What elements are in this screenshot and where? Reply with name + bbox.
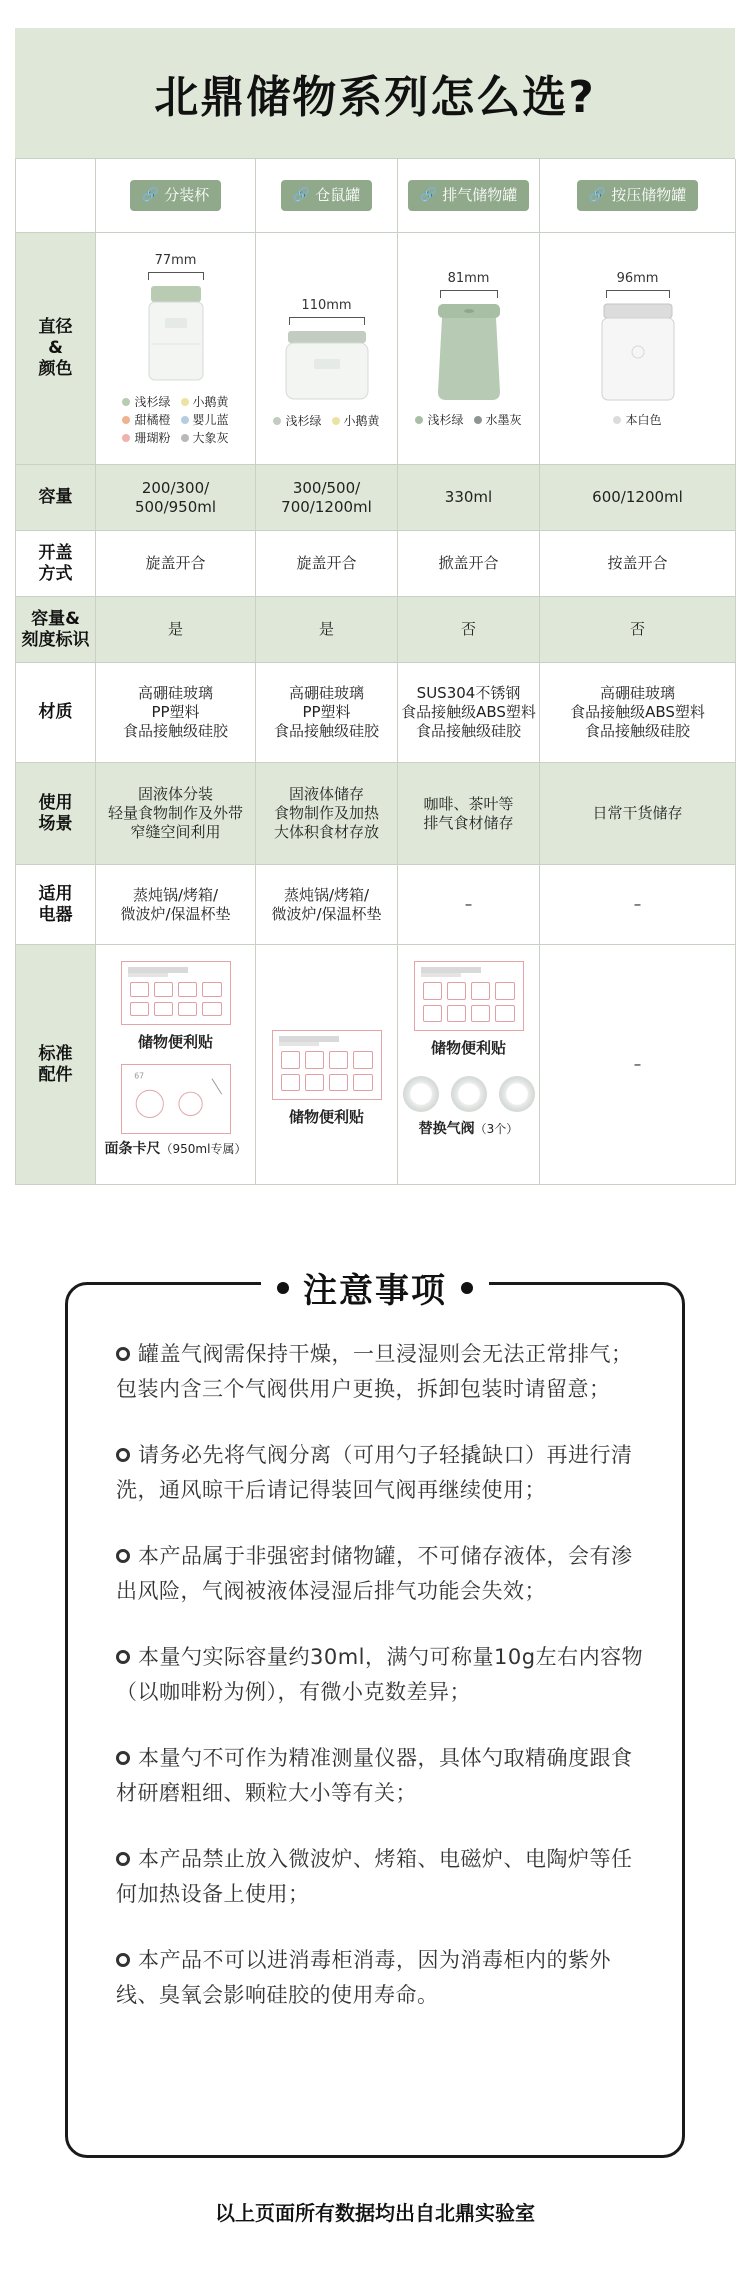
row-label-usage: 使用 场景: [16, 763, 96, 865]
color-dot: [415, 416, 423, 424]
valve-icon: [403, 1076, 439, 1112]
opening-cell: 旋盖开合: [256, 531, 398, 597]
size-label: 96mm: [616, 271, 659, 286]
appliance-cell: –: [540, 865, 736, 945]
link-icon: 🔗: [588, 187, 607, 203]
comparison-table: [15, 158, 735, 1185]
product-name: 排气储物罐: [442, 186, 518, 204]
link-icon: 🔗: [419, 187, 438, 203]
notice-list: [116, 1337, 646, 2044]
row-label-diameter: 直径 & 颜色: [16, 233, 96, 465]
accessory-label: 储物便利贴: [288, 1108, 364, 1126]
product-name: 按压储物罐: [611, 186, 687, 204]
material-cell: SUS304不锈钢 食品接触级ABS塑料 食品接触级硅胶: [398, 663, 540, 763]
usage-cell: 固液体储存 食物制作及加热 大体积食材存放: [256, 763, 398, 865]
notice-item: 本量勺实际容量约30ml，满勺可称量10g左右内容物（以咖啡粉为例），有微小克数差异；: [116, 1645, 644, 1704]
color-dot: [122, 434, 130, 442]
bullet-dot-icon: [461, 1282, 473, 1294]
row-label-capacity: 容量: [16, 465, 96, 531]
material-cell: 高硼硅玻璃 食品接触级ABS塑料 食品接触级硅胶: [540, 663, 736, 763]
title-banner: [15, 28, 735, 158]
sticker-sheet-image: [121, 961, 231, 1025]
color-legend: 本白色: [613, 412, 661, 428]
diameter-cell: [96, 233, 256, 465]
product-pill[interactable]: [408, 180, 529, 211]
accessory-label: 面条卡尺（950ml专属）: [104, 1141, 247, 1157]
color-dot: [181, 434, 189, 442]
product-pill[interactable]: [130, 180, 221, 211]
ring-bullet-icon: [116, 1953, 130, 1967]
diameter-cell: [398, 233, 540, 465]
opening-cell: 掀盖开合: [398, 531, 540, 597]
valve-icon: [499, 1076, 535, 1112]
accessory-label: 储物便利贴: [137, 1033, 213, 1051]
footer-note: 以上页面所有数据均出自北鼎实验室: [215, 2201, 535, 2225]
notice-item: 罐盖气阀需保持干燥，一旦浸湿则会无法正常排气；包装内含三个气阀供用户更换，拆卸包装时请留意；: [116, 1342, 633, 1401]
ring-bullet-icon: [116, 1448, 130, 1462]
color-dot: [332, 417, 340, 425]
bullet-dot-icon: [277, 1282, 289, 1294]
product-header: [96, 159, 256, 233]
color-dot: [613, 416, 621, 424]
row-label-material: 材质: [16, 663, 96, 763]
usage-cell: 日常干货储存: [540, 763, 736, 865]
notice-item: 本量勺不可作为精准测量仪器，具体勺取精确度跟食材研磨粗细、颗粒大小等有关；: [116, 1746, 633, 1805]
diameter-cell: [256, 233, 398, 465]
appliance-cell: –: [398, 865, 540, 945]
row-label-opening: 开盖 方式: [16, 531, 96, 597]
svg-text:67: 67: [133, 1071, 144, 1081]
color-legend: 浅杉绿 小鹅黄 甜橘橙 婴儿蓝 珊瑚粉 大象灰: [122, 394, 228, 446]
size-label: 81mm: [447, 271, 490, 286]
sticker-sheet-image: [414, 961, 524, 1031]
notice-title: [261, 1263, 489, 1312]
ring-bullet-icon: [116, 1650, 130, 1664]
product-pill[interactable]: [281, 180, 372, 211]
jar-image: [432, 269, 506, 402]
link-icon: 🔗: [292, 187, 311, 203]
ring-bullet-icon: [116, 1852, 130, 1866]
product-name: 仓鼠罐: [315, 186, 361, 204]
corner-cell: [16, 159, 96, 233]
accessories-cell: [398, 945, 540, 1185]
product-header: [256, 159, 398, 233]
jar-image: [284, 296, 370, 403]
notice-item: 请务必先将气阀分离（可用勺子轻撬缺口）再进行清洗，通风晾干后请记得装回气阀再继续使用；: [116, 1443, 633, 1502]
usage-cell: 咖啡、茶叶等 排气食材储存: [398, 763, 540, 865]
portion-cup-icon: [143, 284, 209, 384]
scale-cell: 否: [540, 597, 736, 663]
color-dot: [273, 417, 281, 425]
accessories-cell: –: [540, 945, 736, 1185]
notice-item: 本产品禁止放入微波炉、烤箱、电磁炉、电陶炉等任何加热设备上使用；: [116, 1847, 633, 1906]
accessories-cell: [96, 945, 256, 1185]
opening-cell: 旋盖开合: [96, 531, 256, 597]
color-legend: 浅杉绿 小鹅黄: [273, 413, 379, 429]
row-label-scale: 容量& 刻度标识: [16, 597, 96, 663]
ring-bullet-icon: [116, 1347, 130, 1361]
row-label-appliance: 适用 电器: [16, 865, 96, 945]
product-header: [540, 159, 736, 233]
size-label: 110mm: [301, 298, 352, 313]
scale-cell: 是: [256, 597, 398, 663]
notice-item: 本产品属于非强密封储物罐，不可储存液体，会有渗出风险，气阀被液体浸湿后排气功能会失效；: [116, 1544, 633, 1603]
accessory-label: 替换气阀（3个）: [418, 1121, 519, 1137]
capacity-cell: 200/300/ 500/950ml: [96, 465, 256, 531]
product-header: [398, 159, 540, 233]
color-dot: [474, 416, 482, 424]
notice-box: [65, 1271, 685, 2158]
vent-jar-icon: [432, 302, 506, 402]
notice-item: 本产品不可以进消毒柜消毒，因为消毒柜内的紫外线、臭氧会影响硅胶的使用寿命。: [116, 1948, 611, 2007]
hamster-jar-icon: [284, 329, 370, 403]
accessory-label: 储物便利贴: [430, 1039, 506, 1057]
scale-cell: 是: [96, 597, 256, 663]
accessories-cell: [256, 945, 398, 1185]
jar-image: [598, 269, 678, 402]
material-cell: 高硼硅玻璃 PP塑料 食品接触级硅胶: [256, 663, 398, 763]
size-label: 77mm: [154, 253, 197, 268]
appliance-cell: 蒸炖锅/烤箱/ 微波炉/保温杯垫: [256, 865, 398, 945]
appliance-cell: 蒸炖锅/烤箱/ 微波炉/保温杯垫: [96, 865, 256, 945]
usage-cell: 固液体分装 轻量食物制作及外带 窄缝空间利用: [96, 763, 256, 865]
diameter-cell: [540, 233, 736, 465]
page-title: 北鼎储物系列怎么选?: [154, 72, 596, 123]
notice-heading: 注意事项: [303, 1271, 447, 1311]
capacity-cell: 330ml: [398, 465, 540, 531]
color-dot: [181, 416, 189, 424]
noodle-ruler-image: [121, 1064, 231, 1134]
color-legend: 浅杉绿 水墨灰: [415, 412, 521, 428]
capacity-cell: 300/500/ 700/1200ml: [256, 465, 398, 531]
scale-cell: 否: [398, 597, 540, 663]
press-jar-icon: [598, 302, 678, 402]
color-dot: [122, 398, 130, 406]
ring-bullet-icon: [116, 1549, 130, 1563]
capacity-cell: 600/1200ml: [540, 465, 736, 531]
product-name: 分装杯: [164, 186, 210, 204]
valve-icon: [451, 1076, 487, 1112]
link-icon: 🔗: [141, 187, 160, 203]
row-label-accessories: 标准 配件: [16, 945, 96, 1185]
opening-cell: 按盖开合: [540, 531, 736, 597]
material-cell: 高硼硅玻璃 PP塑料 食品接触级硅胶: [96, 663, 256, 763]
sticker-sheet-image: [272, 1030, 382, 1100]
color-dot: [122, 416, 130, 424]
jar-image: [143, 251, 209, 384]
ring-bullet-icon: [116, 1751, 130, 1765]
valve-images: [403, 1076, 535, 1112]
product-pill[interactable]: [577, 180, 698, 211]
color-dot: [181, 398, 189, 406]
